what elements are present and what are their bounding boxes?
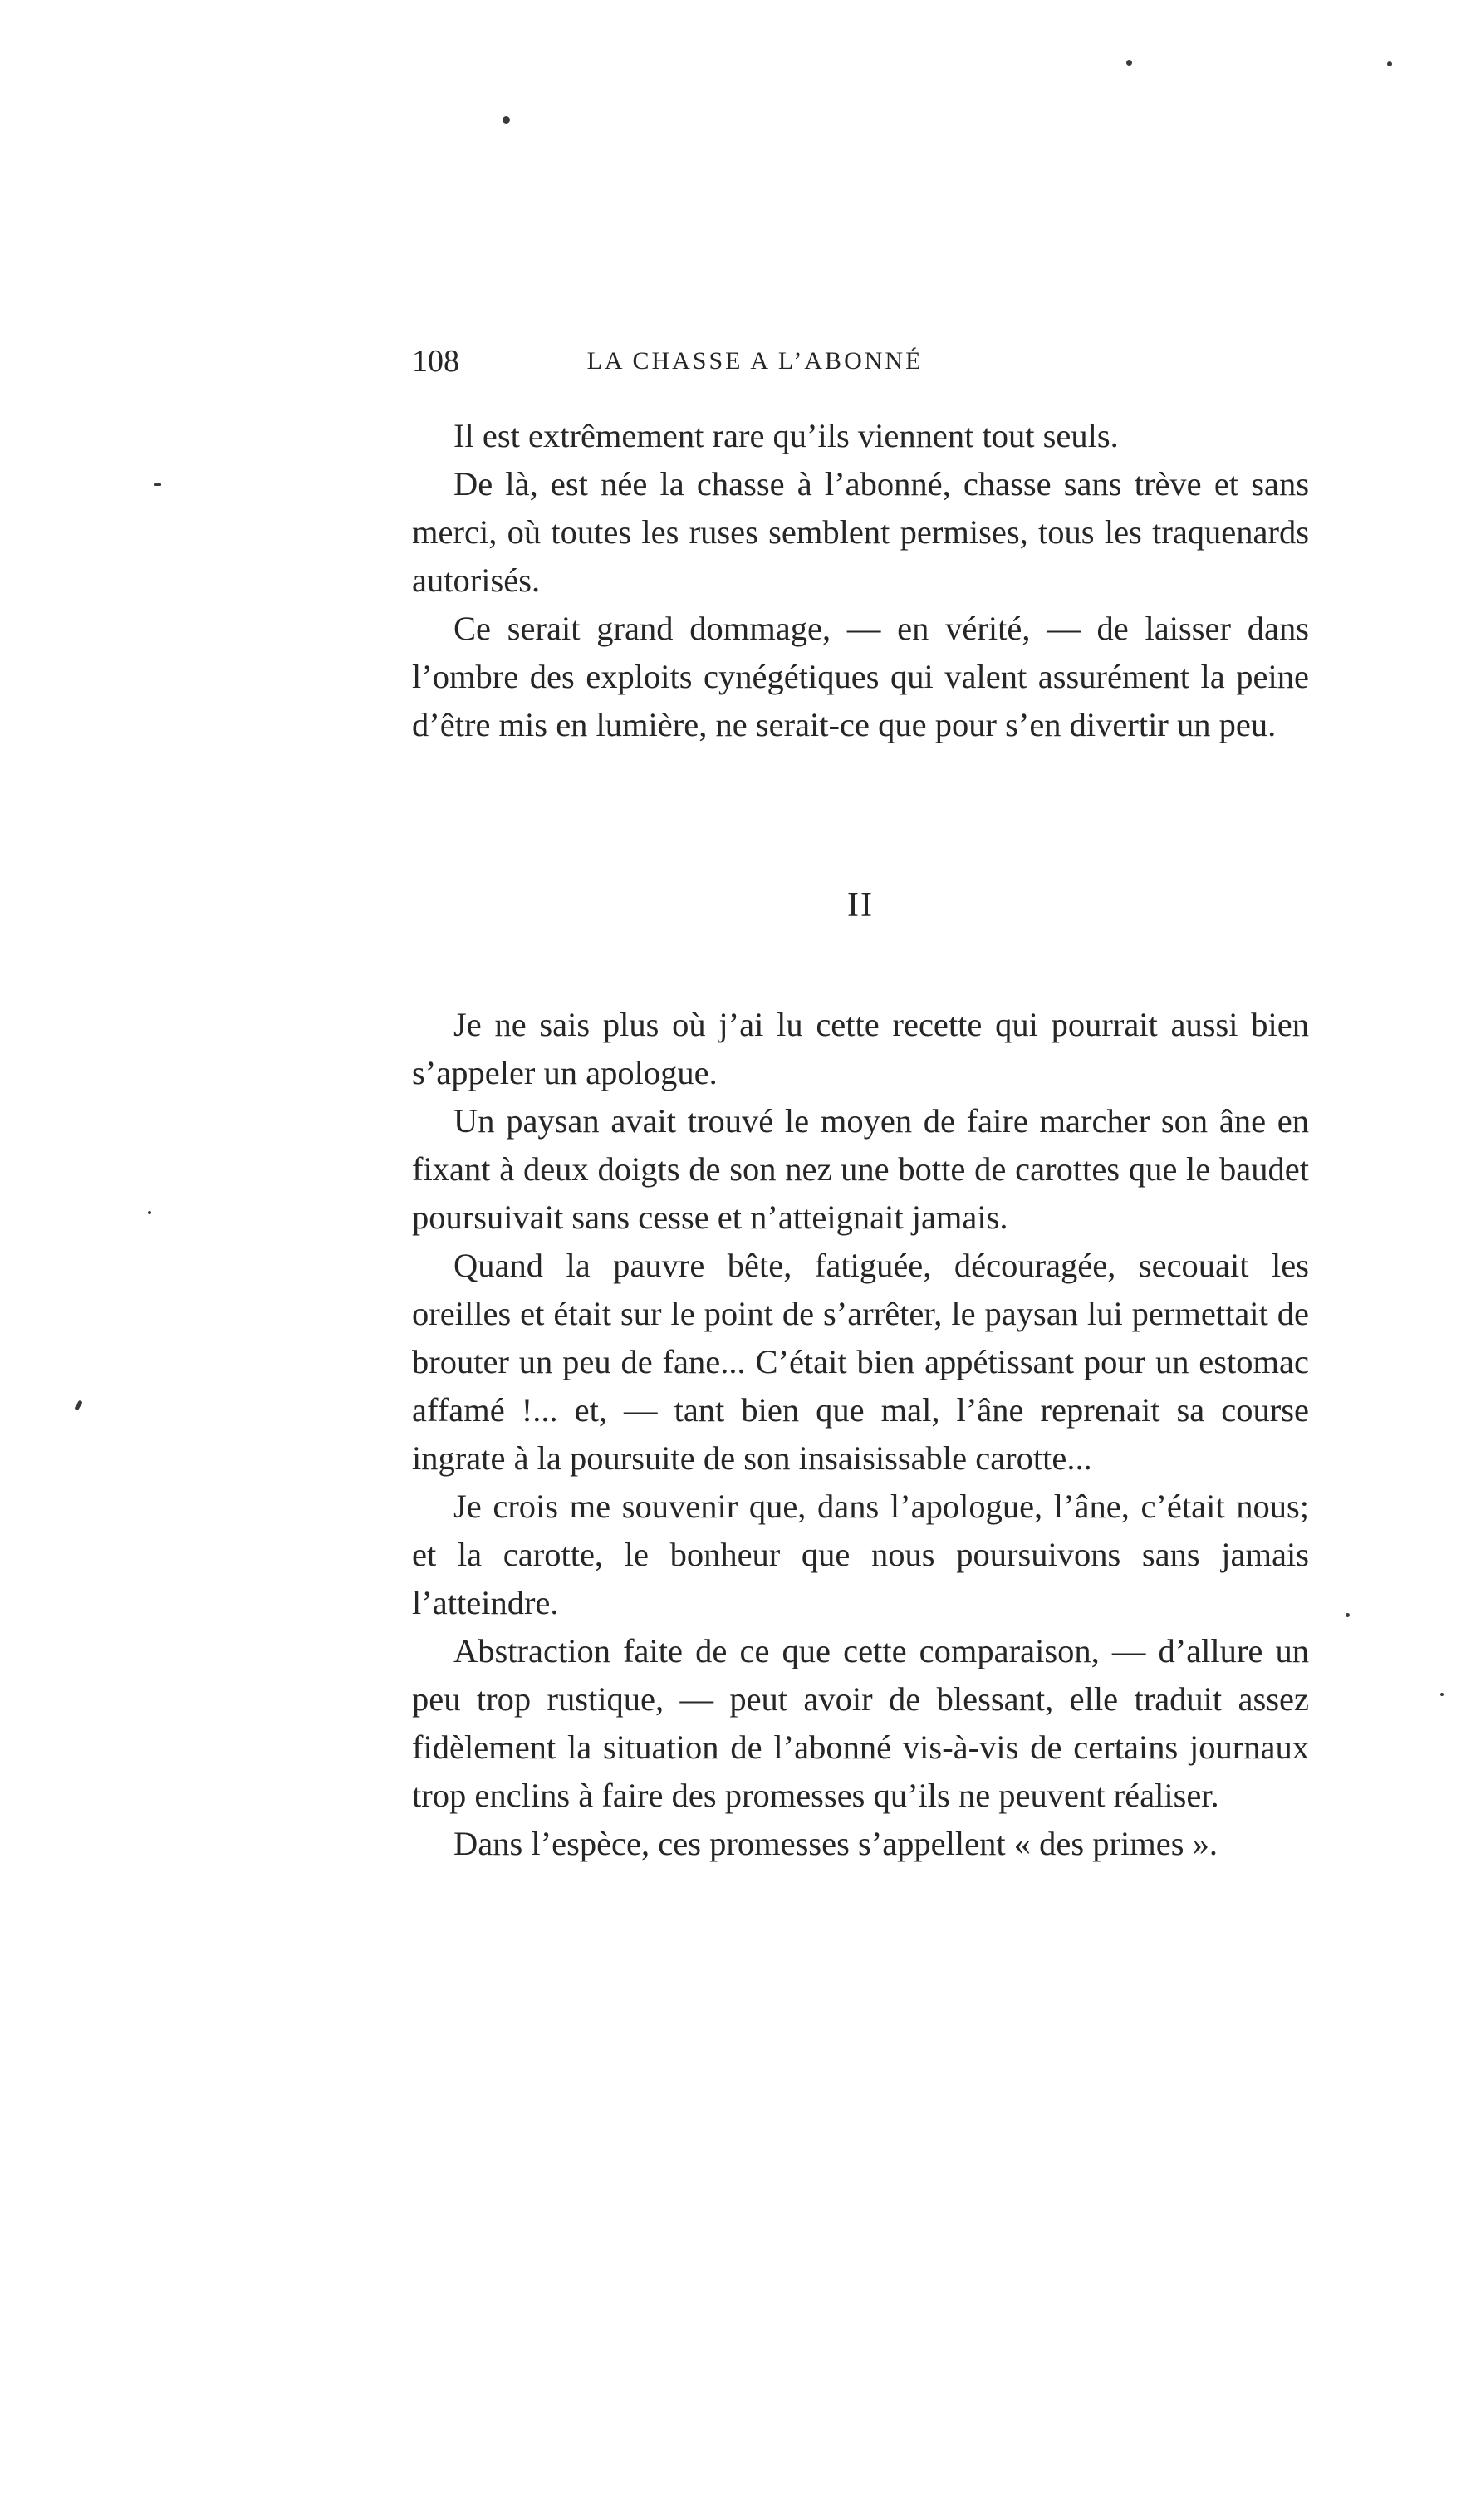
running-head [412, 336, 1032, 386]
paragraph: Je ne sais plus où j’ai lu cette recette qui pourrait aussi bien s’appeler un apologue. [412, 1006, 1309, 1091]
section-one-text [412, 412, 1309, 749]
paragraph: Un paysan avait trouvé le moyen de faire marcher son âne en fixant à deux doigts de son nez une botte de carottes que le baudet poursuivait sans cesse et n’atteignait jamais. [412, 1102, 1309, 1236]
section-numeral: II [847, 886, 874, 924]
speck [1387, 61, 1392, 66]
speck [503, 116, 510, 124]
speck [154, 483, 161, 486]
speck [74, 1400, 82, 1411]
paragraph: Ce serait grand dommage, — en vérité, — de laisser dans l’ombre des exploits cynégétiques qui valent assurément la peine d’être mis en lumière, ne serait-ce que pour s’en divertir un peu. [412, 610, 1309, 743]
paragraph: Abstraction faite de ce que cette comparaison, — d’allure un peu trop rustique, — peut avoir de blessant, elle traduit assez fidèlement la situation de l’abonné vis-à-vis de certains journaux trop enclins à faire des promesses qu’ils ne peuvent réaliser. [412, 1632, 1309, 1814]
paragraph: Dans l’espèce, ces promesses s’appellent « des primes ». [453, 1825, 1218, 1862]
paragraph: Il est extrêmement rare qu’ils viennent tout seuls. [453, 417, 1119, 454]
speck [1440, 1693, 1444, 1696]
running-title: LA CHASSE A L’ABONNÉ [586, 347, 924, 375]
section-two-text [412, 1001, 1309, 1868]
page-number: 108 [412, 344, 459, 379]
speck [1126, 60, 1132, 66]
speck [1346, 1613, 1350, 1617]
paragraph: De là, est née la chasse à l’abonné, chasse sans trève et sans merci, où toutes les ruses semblent permises, tous les traquenards autorisés. [412, 465, 1309, 599]
paragraph: Je crois me souvenir que, dans l’apologue, l’âne, c’était nous; et la carotte, le bonheur que nous poursuivons sans jamais l’atteindre. [412, 1488, 1309, 1621]
speck [148, 1211, 151, 1214]
paragraph: Quand la pauvre bête, fatiguée, découragée, secouait les oreilles et était sur le point de s’arrêter, le paysan lui permettait de brouter un peu de fane... C’était bien appétissant pour un estomac affamé !... et, — tant bien que mal, l’âne reprenait sa course ingrate à la poursuite de son insaisissable carotte... [412, 1247, 1309, 1477]
